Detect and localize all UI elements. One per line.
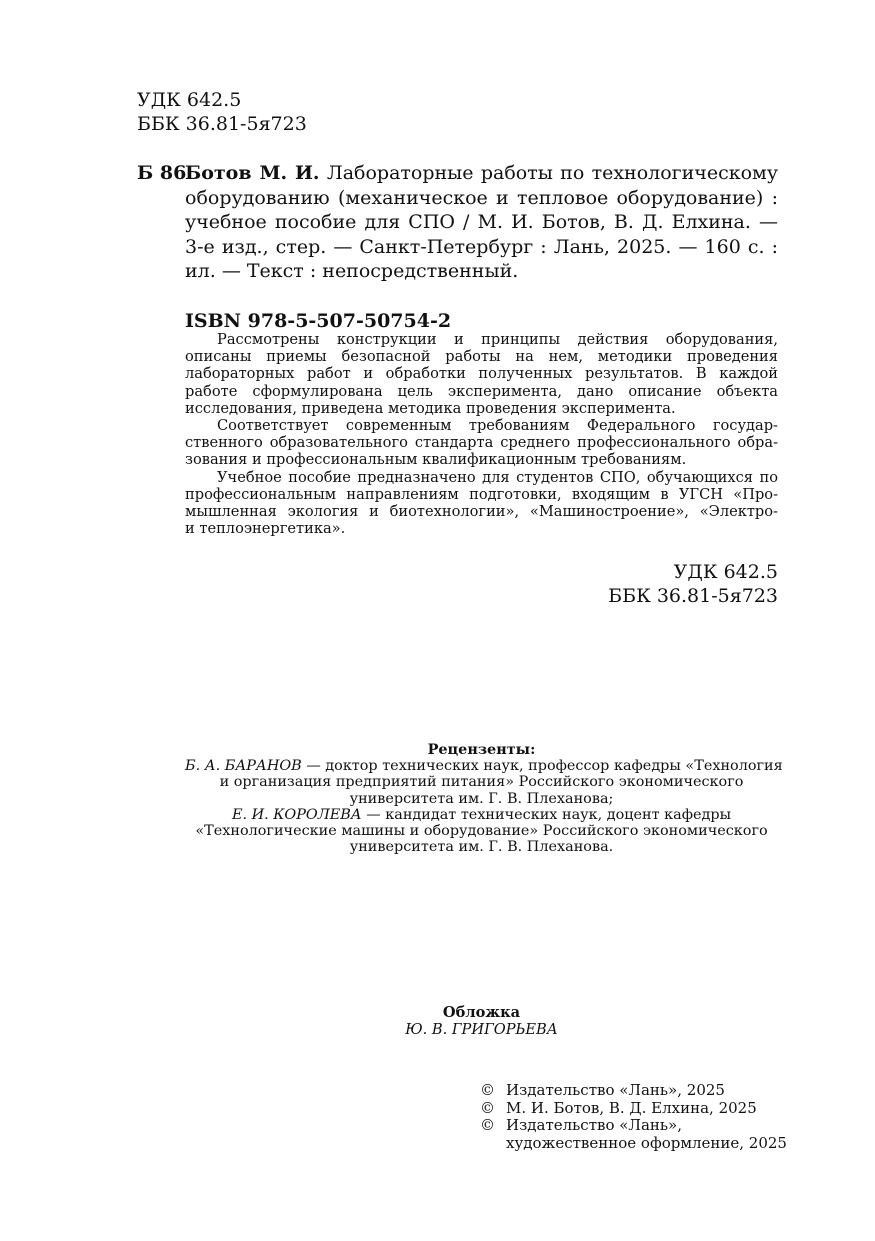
udk-code-bottom: УДК 642.5	[673, 561, 778, 583]
annotation-line: Учебное пособие предназначено для студентов СПО, обучающихся по	[217, 468, 778, 486]
entry-author: Ботов М. И.	[185, 162, 320, 184]
copyright-row	[480, 1100, 787, 1118]
copyright-text: Издательство «Лань»,	[506, 1116, 683, 1134]
reviewer-2-line-1	[185, 807, 778, 823]
bottom-classification	[500, 560, 778, 608]
reviewer-1-line-2: и организация предприятий питания» Российского экономического	[219, 774, 744, 791]
copyright-text: Издательство «Лань», 2025	[506, 1081, 725, 1099]
copyright-text: художественное оформление, 2025	[506, 1133, 787, 1152]
annotation	[185, 331, 778, 537]
annotation-line: исследования, приведена методика проведения эксперимента.	[185, 399, 676, 417]
annotation-line: работе сформулирована цель эксперимента, дано описание объекта	[185, 382, 778, 400]
bbk-code-bottom: ББК 36.81-5я723	[608, 585, 778, 607]
entry-title-start: Лабораторные работы по технологическому	[326, 162, 778, 184]
cover-designer: Ю. В. ГРИГОРЬЕВА	[405, 1021, 558, 1038]
copyright-row	[480, 1135, 787, 1153]
top-classification	[137, 88, 307, 136]
reviewer-1-name: Б. А. БАРАНОВ	[185, 758, 302, 775]
annotation-line: Рассмотрены конструкции и принципы действия оборудования,	[217, 331, 778, 348]
cover-credit	[185, 1004, 778, 1038]
bbk-code-top: ББК 36.81-5я723	[137, 113, 307, 135]
copyright-symbol: ©	[480, 1116, 495, 1134]
copyright-text: М. И. Ботов, В. Д. Елхина, 2025	[506, 1098, 757, 1117]
udk-code-top: УДК 642.5	[137, 89, 242, 111]
reviewers-block	[185, 741, 783, 856]
cover-heading: Обложка	[442, 1004, 521, 1021]
entry-line-1	[185, 161, 778, 186]
reviewers-heading: Рецензенты:	[427, 741, 536, 758]
copyright-row	[480, 1117, 787, 1135]
entry-line-3: учебное пособие для СПО / М. И. Ботов, В. Д. Елхина. —	[185, 211, 778, 234]
reviewer-2-line-2: «Технологические машины и оборудование» Российского экономического	[195, 823, 768, 840]
annotation-line: и теплоэнергетика».	[185, 520, 346, 538]
entry-line-4: 3-е изд., стер. — Санкт-Петербург : Лань, 2025. — 160 с. :	[185, 235, 778, 258]
copyright-symbol	[480, 1135, 506, 1153]
annotation-line: Соответствует современным требованиям Федерального государ-	[217, 417, 778, 435]
annotation-line: зования и профессиональным квалификационным требованиям.	[185, 451, 687, 469]
reviewer-2-line-3: университета им. Г. В. Плеханова.	[349, 839, 614, 856]
isbn: ISBN 978-5-507-50754-2	[185, 310, 452, 332]
copyright-symbol: ©	[480, 1081, 495, 1099]
annotation-line: мышленная экология и биотехнологии», «Машиностроение», «Электро-	[185, 503, 778, 521]
author-mark: Б 86	[137, 162, 187, 184]
copyright-row	[480, 1082, 787, 1100]
reviewer-2-title: — кандидат технических наук, доцент кафедры	[361, 806, 732, 823]
reviewer-2-name: Е. И. КОРОЛЕВА	[231, 806, 362, 823]
reviewer-1-line-3: университета им. Г. В. Плеханова;	[349, 790, 614, 807]
copyright-block	[480, 1082, 787, 1152]
entry-line-2: оборудованию (механическое и тепловое оборудование) :	[185, 186, 778, 209]
reviewer-1-line-1	[185, 758, 783, 775]
annotation-line: ственного образовательного стандарта среднего профессионального обра-	[185, 434, 778, 452]
annotation-line: профессиональным направлениям подготовки, входящим в УГСН «Про-	[185, 485, 778, 503]
reviewer-1-title: — доктор технических наук, профессор кафедры «Технология	[301, 758, 783, 775]
entry-line-5: ил. — Текст : непосредственный.	[185, 260, 519, 283]
bibliographic-entry	[185, 161, 778, 284]
copyright-symbol: ©	[480, 1098, 495, 1117]
annotation-line: описаны приемы безопасной работы на нем, методики проведения	[185, 348, 778, 366]
annotation-line: лабораторных работ и обработки полученных результатов. В каждой	[185, 365, 778, 383]
